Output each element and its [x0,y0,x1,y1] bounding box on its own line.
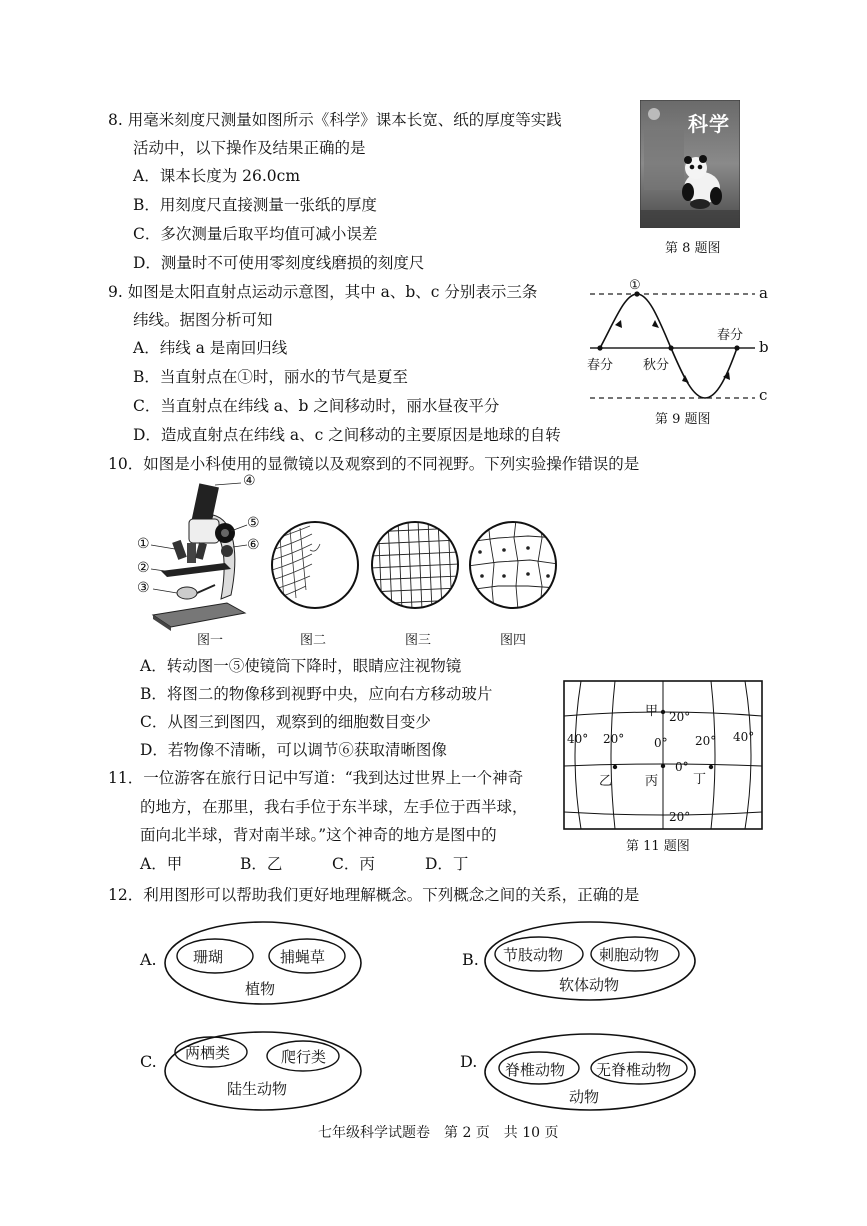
q10-option-a: A．转动图一⑤使镜筒下降时，眼睛应注视物镜 [140,657,462,675]
map-label-jia: 甲 [645,704,659,719]
latitude-b-label: b [759,338,769,356]
point-1-label: ① [629,278,641,293]
q12-option-c-letter: C. [140,1052,157,1071]
q11-option-b: B．乙 [240,855,283,873]
map-lat-0: 0° [675,760,689,774]
spring-equinox-label-1: 春分 [587,358,614,373]
sun-direct-point-diagram [585,280,770,402]
q11-stem-line3: 面向北半球，背对南半球。”这个神奇的地方是图中的 [140,826,497,844]
q12-option-a-letter: A. [140,950,157,969]
q11-option-a: A．甲 [140,855,183,873]
q8-stem-line1: 8. 用毫米刻度尺测量如图所示《科学》课本长宽、纸的厚度等实践 [108,111,562,129]
map-label-yi: 乙 [599,774,613,789]
q12-option-b-diagram [483,920,698,1002]
q8-option-d: D．测量时不可使用零刻度线磨损的刻度尺 [133,254,425,272]
map-lat-20-north: 20° [669,710,691,724]
figure-4-label: 图四 [500,633,527,648]
q11-figure-caption: 第 11 题图 [626,839,690,854]
q12-d-inner-1: 脊椎动物 [505,1061,566,1079]
autumn-equinox-label: 秋分 [643,358,670,373]
q12-b-outer: 软体动物 [559,976,620,994]
microscope-label-4: ④ [243,473,256,489]
q12-option-b-letter: B. [462,950,479,969]
q12-c-inner-1: 两栖类 [185,1044,231,1062]
map-lon-40-east: 40° [733,730,755,744]
field-of-view-4 [468,520,558,610]
q11-stem-line2: 的地方，在那里，我右手位于东半球，左手位于西半球， [140,798,528,816]
q8-stem-line2: 活动中，以下操作及结果正确的是 [133,139,366,157]
q9-figure-caption: 第 9 题图 [655,412,711,427]
q12-option-c-diagram [163,1030,363,1112]
q11-stem-line1: 11．一位游客在旅行日记中写道：“我到达过世界上一个神奇 [108,769,524,787]
microscope-label-1: ① [137,536,150,552]
q9-stem-line2: 纬线。据图分析可知 [133,311,273,329]
book-title: 科学 [688,112,730,136]
latitude-longitude-map [563,680,763,830]
q10-option-c: C．从图三到图四，观察到的细胞数目变少 [140,713,431,731]
q8-option-b: B．用刻度尺直接测量一张纸的厚度 [133,196,377,214]
q12-c-inner-2: 爬行类 [281,1048,327,1066]
q9-option-c: C．当直射点在纬线 a、b 之间移动时，丽水昼夜平分 [133,397,500,415]
q12-option-d-letter: D. [460,1052,478,1071]
q8-option-c: C．多次测量后取平均值可减小误差 [133,225,378,243]
figure-3-label: 图三 [405,633,432,648]
map-lon-40-west: 40° [567,732,589,746]
q12-a-inner-1: 珊瑚 [193,948,224,966]
map-lat-20-south: 20° [669,810,691,824]
q12-c-outer: 陆生动物 [227,1080,288,1098]
q11-option-d: D．丁 [425,855,469,873]
field-of-view-2 [270,520,360,610]
q12-a-outer: 植物 [245,980,276,998]
q12-a-inner-2: 捕蝇草 [280,948,326,966]
microscope-figure [135,475,270,635]
q8-figure-caption: 第 8 题图 [665,241,721,256]
latitude-a-label: a [759,284,768,302]
field-of-view-3 [370,520,460,610]
figure-1-label: 图一 [197,633,224,648]
q11-option-c: C．丙 [332,855,375,873]
q8-option-a: A．课本长度为 26.0cm [133,167,301,185]
figure-2-label: 图二 [300,633,327,648]
page-footer: 七年级科学试题卷 第 2 页 共 10 页 [318,1125,559,1141]
q12-option-d-diagram [483,1032,698,1112]
q12-stem: 12．利用图形可以帮助我们更好地理解概念。下列概念之间的关系，正确的是 [108,886,640,904]
q12-option-a-diagram [163,920,363,1006]
microscope-label-3: ③ [137,580,150,596]
q9-option-a: A．纬线 a 是南回归线 [133,339,288,357]
q12-b-inner-1: 节肢动物 [503,946,564,964]
microscope-label-5: ⑤ [247,515,260,531]
map-label-ding: 丁 [693,772,707,787]
q9-option-b: B．当直射点在①时，丽水的节气是夏至 [133,368,408,386]
q10-option-b: B．将图二的物像移到视野中央，应向右方移动玻片 [140,685,493,703]
q12-b-inner-2: 刺胞动物 [599,946,660,964]
map-lon-0: 0° [654,736,668,750]
q10-option-d: D．若物像不清晰，可以调节⑥获取清晰图像 [140,741,447,759]
q10-stem: 10．如图是小科使用的显微镜以及观察到的不同视野。下列实验操作错误的是 [108,455,640,473]
spring-equinox-label-2: 春分 [717,328,744,343]
q9-stem-line1: 9. 如图是太阳直射点运动示意图，其中 a、b、c 分别表示三条 [108,283,538,301]
map-lon-20-west: 20° [603,732,625,746]
microscope-label-2: ② [137,560,150,576]
q12-d-outer: 动物 [569,1088,600,1106]
science-textbook-image [640,100,740,228]
microscope-label-6: ⑥ [247,537,260,553]
map-label-bing: 丙 [645,774,659,789]
map-lon-20-east: 20° [695,734,717,748]
q12-d-inner-2: 无脊椎动物 [596,1061,672,1079]
q9-option-d: D．造成直射点在纬线 a、c 之间移动的主要原因是地球的自转 [133,426,561,444]
latitude-c-label: c [759,386,768,404]
